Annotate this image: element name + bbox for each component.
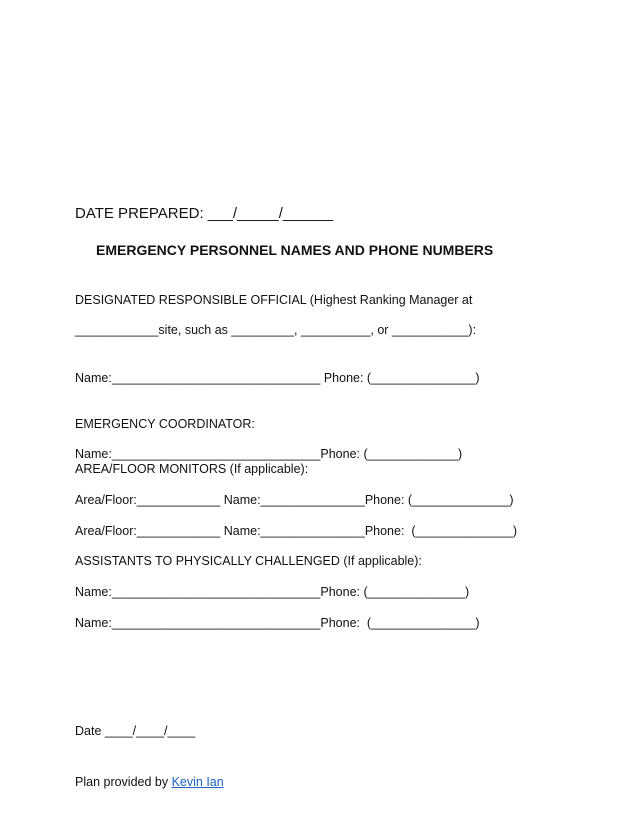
date-prepared: DATE PREPARED: ___/_____/______ (75, 205, 333, 222)
official-label-line2: ____________site, such as _________, __________, or ___________): (75, 323, 477, 337)
monitors-label: AREA/FLOOR MONITORS (If applicable): (75, 462, 309, 476)
official-name-phone-row: Name:______________________________ Phone: (_______________) (75, 371, 480, 385)
assistants-label: ASSISTANTS TO PHYSICALLY CHALLENGED (If applicable): (75, 554, 422, 568)
coordinator-name-phone-row: Name:______________________________Phone: (_____________) (75, 447, 463, 461)
plan-provided-prefix: Plan provided by (75, 774, 172, 789)
monitor-row-1: Area/Floor:____________ Name:_______________Phone: (______________) (75, 493, 514, 507)
author-link[interactable]: Kevin Ian (171, 774, 224, 789)
assistant-row-2: Name:______________________________Phone: (_______________) (75, 616, 480, 630)
official-label-line1: DESIGNATED RESPONSIBLE OFFICIAL (Highest Ranking Manager at (75, 293, 473, 307)
monitor-row-2: Area/Floor:____________ Name:_______________Phone: (______________) (75, 524, 518, 538)
coordinator-label: EMERGENCY COORDINATOR: (75, 417, 255, 431)
date-footer: Date ____/____/____ (75, 724, 196, 738)
assistant-row-1: Name:______________________________Phone: (______________) (75, 585, 470, 599)
page-title: EMERGENCY PERSONNEL NAMES AND PHONE NUMBERS (96, 242, 494, 258)
plan-provided-line (75, 763, 224, 788)
